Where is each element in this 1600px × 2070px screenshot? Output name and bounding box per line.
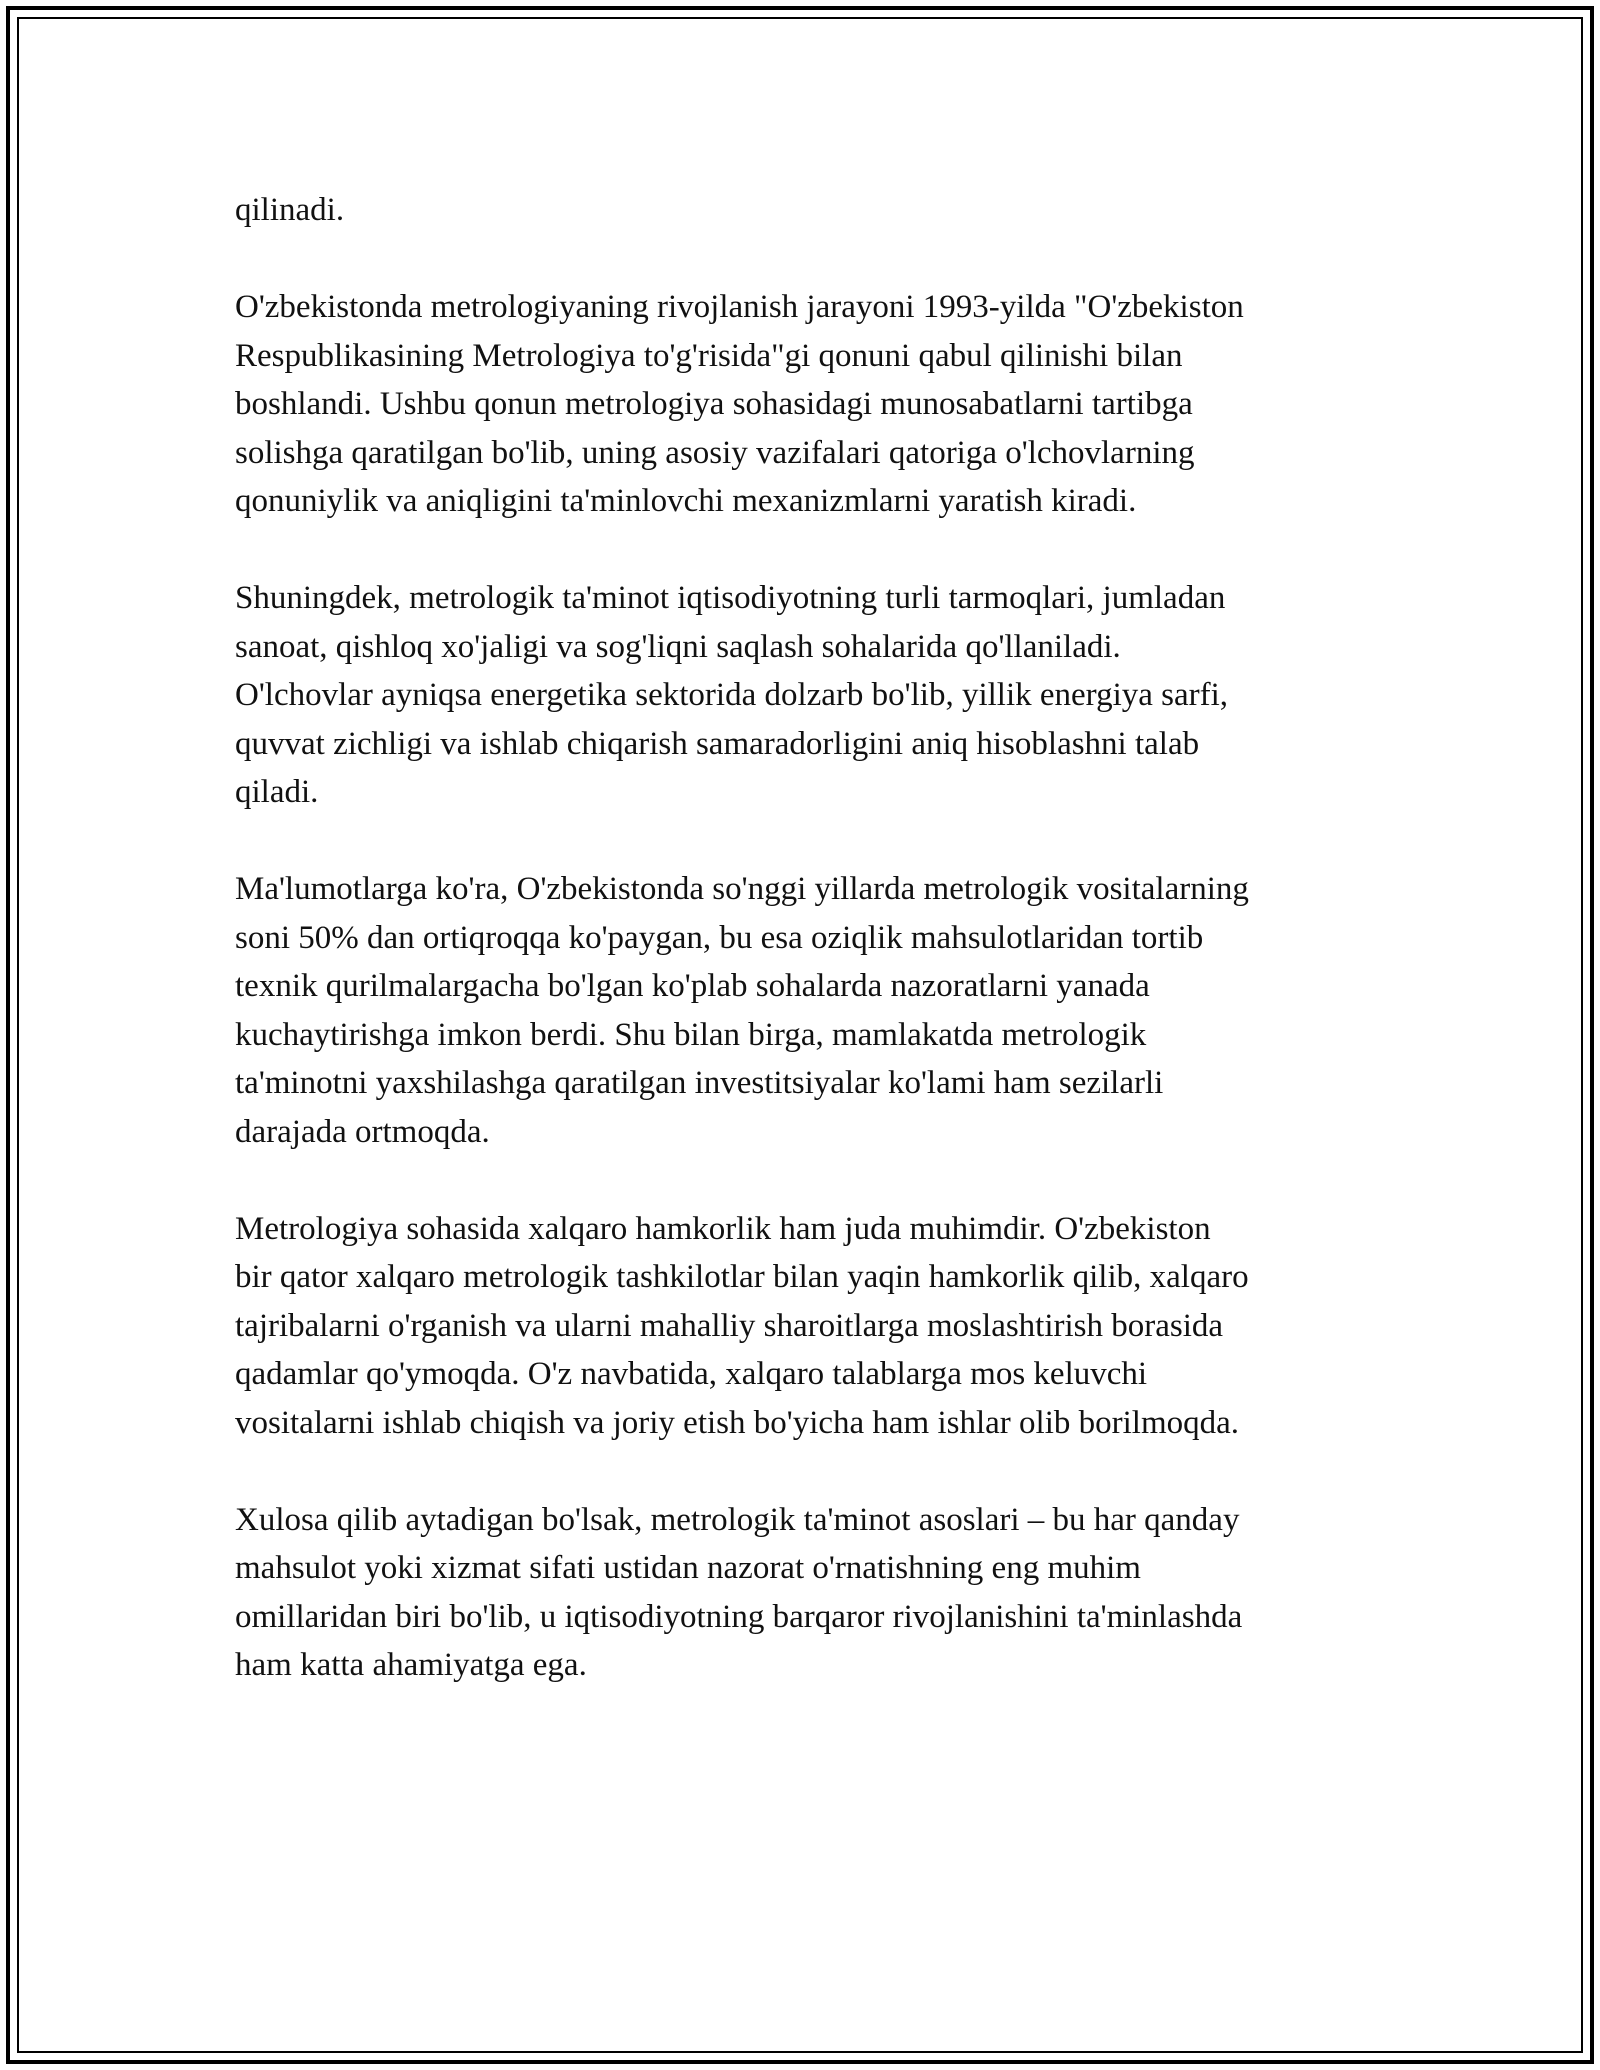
paragraph-2 (235, 283, 1375, 526)
text-line: darajada ortmoqda. (235, 1113, 490, 1150)
text-line: mahsulot yoki xizmat sifati ustidan nazorat o'rnatishning eng muhim (235, 1550, 1141, 1586)
text-line: qiladi. (235, 774, 319, 810)
text-line: qadamlar qo'ymoqda. O'z navbatida, xalqaro talablarga mos keluvchi (235, 1356, 1148, 1392)
text-line: ta'minotni yaxshilashga qaratilgan investitsiyalar ko'lami ham sezilarli (235, 1065, 1164, 1101)
paragraph-5 (235, 1205, 1375, 1448)
paragraph-1 (235, 186, 1375, 235)
text-line: sanoat, qishloq xo'jaligi va sog'liqni saqlash sohalarida qo'llaniladi. (235, 628, 1121, 665)
text-line: omillaridan biri bo'lib, u iqtisodiyotning barqaror rivojlanishini ta'minlashda (235, 1598, 1243, 1635)
document-body (235, 186, 1375, 1690)
text-line: soni 50% dan ortiqroqqa ko'paygan, bu esa oziqlik mahsulotlaridan tortib (235, 919, 1204, 956)
text-line: Respublikasining Metrologiya to'g'risida"gi qonuni qabul qilinishi bilan (235, 337, 1183, 374)
text-line: Ma'lumotlarga ko'ra, O'zbekistonda so'nggi yillarda metrologik vositalarning (235, 871, 1249, 907)
text-line: boshlandi. Ushbu qonun metrologiya sohasidagi munosabatlarni tartibga (235, 386, 1193, 422)
text-line: Metrologiya sohasida xalqaro hamkorlik ham juda muhimdir. O'zbekiston (235, 1210, 1211, 1247)
paragraph-4 (235, 865, 1375, 1156)
text-line: texnik qurilmalargacha bo'lgan ko'plab sohalarda nazoratlarni yanada (235, 968, 1150, 1004)
text-line: Xulosa qilib aytadigan bo'lsak, metrologik ta'minot asoslari – bu har qanday (235, 1501, 1240, 1538)
paragraph-3 (235, 574, 1375, 817)
text-line: O'lchovlar ayniqsa energetika sektorida dolzarb bo'lib, yillik energiya sarfi, (235, 677, 1229, 713)
text-line: qonuniylik va aniqligini ta'minlovchi mexanizmlarni yaratish kiradi. (235, 483, 1137, 519)
text-line: Shuningdek, metrologik ta'minot iqtisodiyotning turli tarmoqlari, jumladan (235, 580, 1226, 616)
text-line: tajribalarni o'rganish va ularni mahalliy sharoitlarga moslashtirish borasida (235, 1307, 1224, 1344)
text-line: vositalarni ishlab chiqish va joriy etish bo'yicha ham ishlar olib borilmoqda. (235, 1404, 1240, 1441)
paragraph-6 (235, 1496, 1375, 1690)
text-line: quvvat zichligi va ishlab chiqarish samaradorligini aniq hisoblashni talab (235, 725, 1200, 762)
text-line: qilinadi. (235, 192, 345, 228)
text-line: kuchaytirishga imkon berdi. Shu bilan birga, mamlakatda metrologik (235, 1016, 1147, 1053)
text-line: solishga qaratilgan bo'lib, uning asosiy vazifalari qatoriga o'lchovlarning (235, 434, 1195, 471)
text-line: ham katta ahamiyatga ega. (235, 1647, 587, 1683)
text-line: bir qator xalqaro metrologik tashkilotlar bilan yaqin hamkorlik qilib, xalqaro (235, 1259, 1249, 1295)
text-line: O'zbekistonda metrologiyaning rivojlanish jarayoni 1993-yilda "O'zbekiston (235, 289, 1244, 325)
